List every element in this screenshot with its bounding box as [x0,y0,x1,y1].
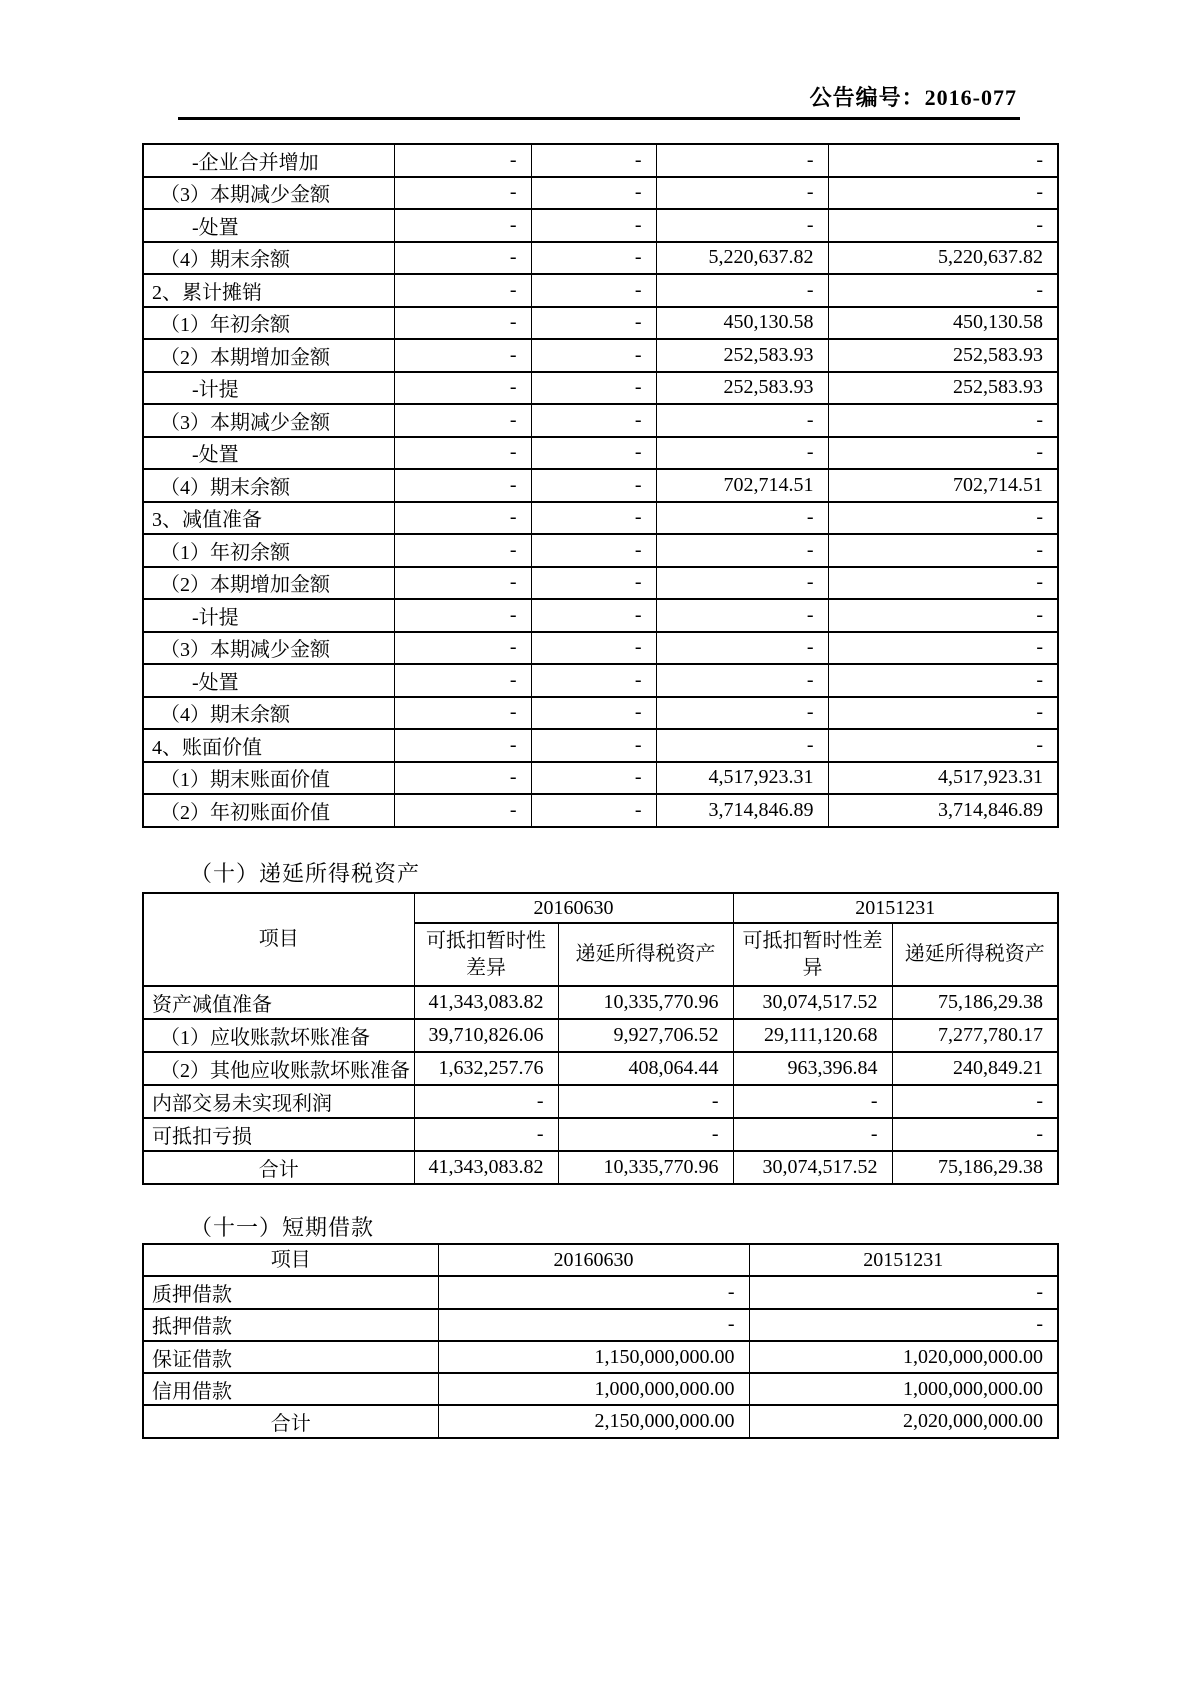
subcolumn-header-cell: 可抵扣暂时性差异 [733,923,892,986]
value-cell: - [438,1276,749,1308]
table-row [143,762,1058,795]
table-header-row [143,1244,1058,1276]
table-row [143,209,1058,242]
amortization-table [142,143,1059,828]
value-cell: 408,064.44 [558,1052,733,1085]
value-cell: - [531,599,656,632]
value-cell: - [828,599,1058,632]
value-cell: - [656,144,828,177]
table-row [143,697,1058,730]
table-row [143,1405,1058,1437]
value-cell: - [531,697,656,730]
row-label-cell: 合计 [143,1151,414,1184]
value-cell: - [531,372,656,405]
value-cell: - [394,664,531,697]
value-cell: 29,111,120.68 [733,1019,892,1052]
table-row [143,177,1058,210]
deferred-tax-table [142,892,1059,1185]
value-cell: - [828,729,1058,762]
value-cell: 41,343,083.82 [414,1151,558,1184]
row-label-cell: （3）本期减少金额 [143,632,394,665]
value-cell: - [828,567,1058,600]
value-cell: - [828,209,1058,242]
period-header-cell: 20151231 [733,893,1058,923]
value-cell: 3,714,846.89 [828,794,1058,827]
table-row [143,567,1058,600]
value-cell: - [531,274,656,307]
value-cell: - [394,567,531,600]
value-cell: 1,020,000,000.00 [749,1341,1058,1373]
table-row [143,1085,1058,1118]
table-row [143,242,1058,275]
table-row [143,469,1058,502]
value-cell: - [749,1276,1058,1308]
value-cell: - [394,599,531,632]
table-row [143,986,1058,1019]
value-cell: - [394,372,531,405]
subcolumn-header-cell: 可抵扣暂时性差异 [414,923,558,986]
row-label-cell: -计提 [143,599,394,632]
value-cell: - [656,534,828,567]
row-label-cell: （3）本期减少金额 [143,404,394,437]
row-label-cell: -企业合并增加 [143,144,394,177]
table-row [143,307,1058,340]
value-cell: - [531,502,656,535]
value-cell: - [656,274,828,307]
value-cell: - [656,177,828,210]
value-cell: 39,710,826.06 [414,1019,558,1052]
value-cell: - [531,729,656,762]
value-cell: - [531,632,656,665]
table-row [143,794,1058,827]
value-cell: - [531,469,656,502]
value-cell: - [394,762,531,795]
value-cell: 450,130.58 [656,307,828,340]
value-cell: - [892,1118,1058,1151]
row-label-cell: （4）期末余额 [143,242,394,275]
value-cell: - [828,632,1058,665]
value-cell: - [394,307,531,340]
value-cell: - [749,1309,1058,1341]
table-header-row [143,893,1058,923]
value-cell: 30,074,517.52 [733,1151,892,1184]
table-row [143,632,1058,665]
section-heading-deferred-tax: （十）递延所得税资产 [190,861,421,886]
value-cell: - [531,762,656,795]
value-cell: - [656,697,828,730]
row-label-cell: （3）本期减少金额 [143,177,394,210]
value-cell: - [414,1118,558,1151]
value-cell: - [394,794,531,827]
value-cell: 5,220,637.82 [828,242,1058,275]
value-cell: 3,714,846.89 [656,794,828,827]
value-cell: - [656,437,828,470]
table-row [143,664,1058,697]
item-header-cell: 项目 [143,1244,438,1276]
row-label-cell: 保证借款 [143,1341,438,1373]
row-label-cell: 抵押借款 [143,1309,438,1341]
value-cell: - [656,404,828,437]
row-label-cell: 可抵扣亏损 [143,1118,414,1151]
value-cell: - [394,534,531,567]
value-cell: - [828,437,1058,470]
period-header-cell: 20160630 [438,1244,749,1276]
period-header-cell: 20160630 [414,893,733,923]
table-row [143,1373,1058,1405]
value-cell: - [558,1118,733,1151]
table-row [143,502,1058,535]
table-row [143,144,1058,177]
value-cell: - [531,339,656,372]
value-cell: 240,849.21 [892,1052,1058,1085]
period-header-cell: 20151231 [749,1244,1058,1276]
value-cell: 10,335,770.96 [558,1151,733,1184]
value-cell: - [656,599,828,632]
value-cell: - [656,664,828,697]
row-label-cell: 3、减值准备 [143,502,394,535]
value-cell: - [394,502,531,535]
value-cell: - [828,274,1058,307]
row-label-cell: 资产减值准备 [143,986,414,1019]
value-cell: - [828,177,1058,210]
value-cell: - [394,729,531,762]
value-cell: 2,150,000,000.00 [438,1405,749,1437]
value-cell: - [828,697,1058,730]
row-label-cell: （4）期末余额 [143,469,394,502]
value-cell: - [828,664,1058,697]
value-cell: 9,927,706.52 [558,1019,733,1052]
value-cell: - [394,404,531,437]
value-cell: 450,130.58 [828,307,1058,340]
row-label-cell: （1）年初余额 [143,307,394,340]
value-cell: - [531,664,656,697]
value-cell: - [531,307,656,340]
value-cell: - [656,729,828,762]
value-cell: 30,074,517.52 [733,986,892,1019]
value-cell: - [394,632,531,665]
value-cell: - [733,1118,892,1151]
row-label-cell: -处置 [143,664,394,697]
row-label-cell: 2、累计摊销 [143,274,394,307]
table-row [143,274,1058,307]
row-label-cell: （2）本期增加金额 [143,339,394,372]
row-label-cell: （2）本期增加金额 [143,567,394,600]
value-cell: 10,335,770.96 [558,986,733,1019]
value-cell: 5,220,637.82 [656,242,828,275]
item-header-cell: 项目 [143,893,414,986]
row-label-cell: 质押借款 [143,1276,438,1308]
value-cell: 702,714.51 [828,469,1058,502]
value-cell: 7,277,780.17 [892,1019,1058,1052]
table-row [143,437,1058,470]
value-cell: - [531,242,656,275]
value-cell: - [414,1085,558,1118]
value-cell: - [531,437,656,470]
table-row [143,339,1058,372]
table-row [143,1052,1058,1085]
value-cell: 75,186,29.38 [892,1151,1058,1184]
row-label-cell: （1）应收账款坏账准备 [143,1019,414,1052]
announcement-number: 公告编号：2016-077 [809,85,1017,110]
section-heading-short-term-borrowings: （十一）短期借款 [190,1215,375,1240]
value-cell: - [394,242,531,275]
value-cell: - [733,1085,892,1118]
value-cell: - [828,404,1058,437]
value-cell: - [656,567,828,600]
short-term-borrowings-table [142,1243,1059,1439]
row-label-cell: 信用借款 [143,1373,438,1405]
value-cell: - [394,697,531,730]
row-label-cell: （2）年初账面价值 [143,794,394,827]
row-label-cell: -计提 [143,372,394,405]
value-cell: - [558,1085,733,1118]
table-row [143,1118,1058,1151]
value-cell: - [394,209,531,242]
table-row [143,372,1058,405]
row-label-cell: （1）年初余额 [143,534,394,567]
value-cell: - [531,144,656,177]
value-cell: - [828,144,1058,177]
value-cell: - [531,567,656,600]
value-cell: - [892,1085,1058,1118]
value-cell: 1,632,257.76 [414,1052,558,1085]
table-row [143,1276,1058,1308]
row-label-cell: 内部交易未实现利润 [143,1085,414,1118]
value-cell: 2,020,000,000.00 [749,1405,1058,1437]
value-cell: - [828,534,1058,567]
value-cell: - [656,209,828,242]
subcolumn-header-cell: 递延所得税资产 [558,923,733,986]
row-label-cell: （2）其他应收账款坏账准备 [143,1052,414,1085]
table-row [143,534,1058,567]
value-cell: 1,000,000,000.00 [749,1373,1058,1405]
value-cell: - [531,534,656,567]
value-cell: - [394,469,531,502]
value-cell: - [438,1309,749,1341]
value-cell: - [394,177,531,210]
value-cell: 41,343,083.82 [414,986,558,1019]
value-cell: 702,714.51 [656,469,828,502]
table-row [143,1309,1058,1341]
row-label-cell: 合计 [143,1405,438,1437]
value-cell: 252,583.93 [656,339,828,372]
value-cell: - [394,144,531,177]
row-label-cell: （4）期末余额 [143,697,394,730]
row-label-cell: -处置 [143,209,394,242]
value-cell: - [394,339,531,372]
table-row [143,729,1058,762]
row-label-cell: （1）期末账面价值 [143,762,394,795]
table-row [143,404,1058,437]
subcolumn-header-cell: 递延所得税资产 [892,923,1058,986]
value-cell: 1,150,000,000.00 [438,1341,749,1373]
value-cell: - [531,404,656,437]
table-row [143,1019,1058,1052]
value-cell: - [394,274,531,307]
value-cell: 252,583.93 [828,339,1058,372]
value-cell: 4,517,923.31 [828,762,1058,795]
value-cell: - [656,502,828,535]
value-cell: - [531,794,656,827]
table-row [143,1341,1058,1373]
value-cell: 4,517,923.31 [656,762,828,795]
value-cell: - [656,632,828,665]
value-cell: 252,583.93 [828,372,1058,405]
value-cell: 75,186,29.38 [892,986,1058,1019]
value-cell: - [531,209,656,242]
value-cell: - [828,502,1058,535]
value-cell: 1,000,000,000.00 [438,1373,749,1405]
row-label-cell: -处置 [143,437,394,470]
value-cell: 963,396.84 [733,1052,892,1085]
table-row [143,599,1058,632]
value-cell: 252,583.93 [656,372,828,405]
value-cell: - [394,437,531,470]
table-row [143,1151,1058,1184]
value-cell: - [531,177,656,210]
row-label-cell: 4、账面价值 [143,729,394,762]
header-rule [178,117,1020,120]
